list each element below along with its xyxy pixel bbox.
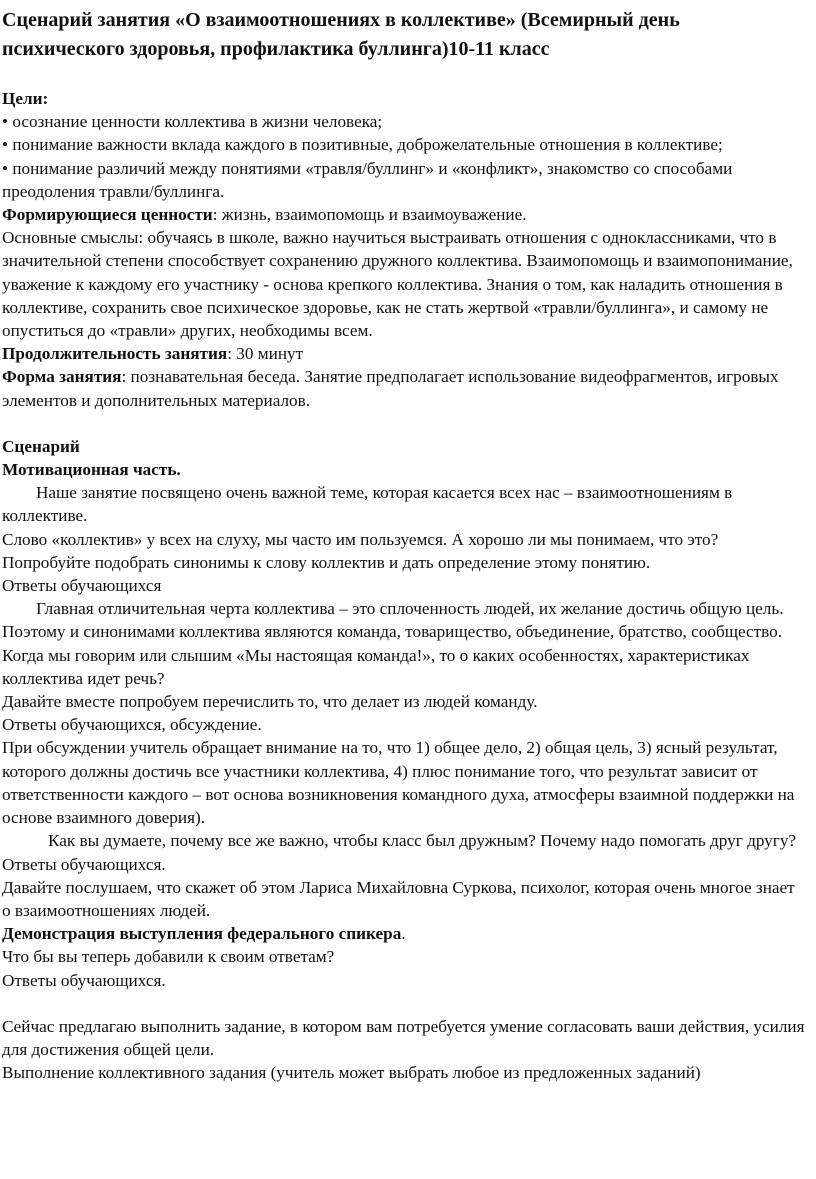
spacer <box>2 992 806 1015</box>
paragraph: Что бы вы теперь добавили к своим ответам? <box>2 947 335 967</box>
duration-paragraph <box>2 342 806 365</box>
paragraph: Ответы обучающихся. <box>2 854 166 874</box>
duration-label: Продолжительность занятия <box>2 344 228 364</box>
goals-heading: Цели: <box>2 89 49 108</box>
form-label: Форма занятия <box>2 367 122 387</box>
speaker-demo-label: Демонстрация выступления федерального спикера <box>2 924 402 944</box>
paragraph: Как вы думаете, почему все же важно, чтобы класс был дружным? Почему надо помогать друг другу? <box>48 831 797 851</box>
goal-item: • понимание важности вклада каждого в позитивные, доброжелательные отношения в коллективе; <box>2 135 723 155</box>
paragraph: Главная отличительная черта коллектива – это сплоченность людей, их желание достичь общую цель. Поэтому и синонимами коллектива являются команда, товарищество, объединение, братство, сообщество. <box>2 599 784 642</box>
paragraph: Давайте вместе попробуем перечислить то, что делает из людей команду. <box>2 692 538 712</box>
values-label: Формирующиеся ценности <box>2 205 213 225</box>
paragraph: Слово «коллектив» у всех на слуху, мы часто им пользуемся. А хорошо ли мы понимаем, что это? Попробуйте подобрать синонимы к слову коллектив и дать определение этому понятию. <box>2 529 719 572</box>
goal-item: • понимание различий между понятиями «травля/буллинг» и «конфликт», знакомство со способами преодоления травли/буллинга. <box>2 158 733 201</box>
spacer <box>2 64 806 87</box>
values-text: : жизнь, взаимопомощь и взаимоуважение. <box>212 205 527 225</box>
paragraph: Сейчас предлагаю выполнить задание, в котором вам потребуется умение согласовать ваши действия, усилия для достижения общей цели. <box>2 1016 805 1059</box>
form-text: : познавательная беседа. Занятие предполагает использование видеофрагментов, игровых элементов и дополнительных материалов. <box>2 367 779 410</box>
paragraph: Наше занятие посвящено очень важной теме, которая касается всех нас – взаимоотношениям в коллективе. <box>2 483 733 526</box>
goal-item: • осознание ценности коллектива в жизни человека; <box>2 112 383 132</box>
paragraph: Давайте послушаем, что скажет об этом Лариса Михайловна Суркова, психолог, которая очень многое знает о взаимоотношениях людей. <box>2 877 795 920</box>
paragraph <box>2 922 806 945</box>
paragraph: Когда мы говорим или слышим «Мы настоящая команда!», то о каких особенностях, характеристиках коллектива идет речь? <box>2 645 750 688</box>
duration-text: : 30 минут <box>227 344 304 364</box>
motivation-heading: Мотивационная часть. <box>2 460 181 480</box>
document-title: Сценарий занятия «О взаимоотношениях в коллективе» (Всемирный день психического здоровья, профилактика буллинга)10-11 класс <box>2 9 680 60</box>
spacer <box>2 412 806 435</box>
scenario-heading: Сценарий <box>2 436 80 456</box>
paragraph: Выполнение коллективного задания (учитель может выбрать любое из предложенных заданий) <box>2 1063 701 1083</box>
paragraph: Ответы обучающихся <box>2 576 162 596</box>
paragraph: При обсуждении учитель обращает внимание на то, что 1) общее дело, 2) общая цель, 3) ясный результат, которого должны достичь все участники коллектива, 4) плюс понимание того, что результат зависит от ответственности каждого – вот основа возникновения командного духа, атмосферы взаимной поддержки на основе взаимного доверия). <box>2 738 795 828</box>
values-paragraph <box>2 203 806 226</box>
paragraph: Ответы обучающихся, обсуждение. <box>2 715 262 735</box>
meanings-paragraph: Основные смыслы: обучаясь в школе, важно научиться выстраивать отношения с одноклассниками, что в значительной степени способствует сохранению дружного коллектива. Взаимопомощь и взаимопонимание, уважение к каждому его участнику - основа крепкого коллектива. Знания о том, как наладить отношения в коллективе, сохранить свое психическое здоровье, как не стать жертвой «травли/буллинга», и самому не опуститься до «травли» других, необходимы всем. <box>2 228 793 341</box>
period: . <box>401 924 406 944</box>
paragraph: Ответы обучающихся. <box>2 970 166 990</box>
form-paragraph <box>2 365 806 411</box>
